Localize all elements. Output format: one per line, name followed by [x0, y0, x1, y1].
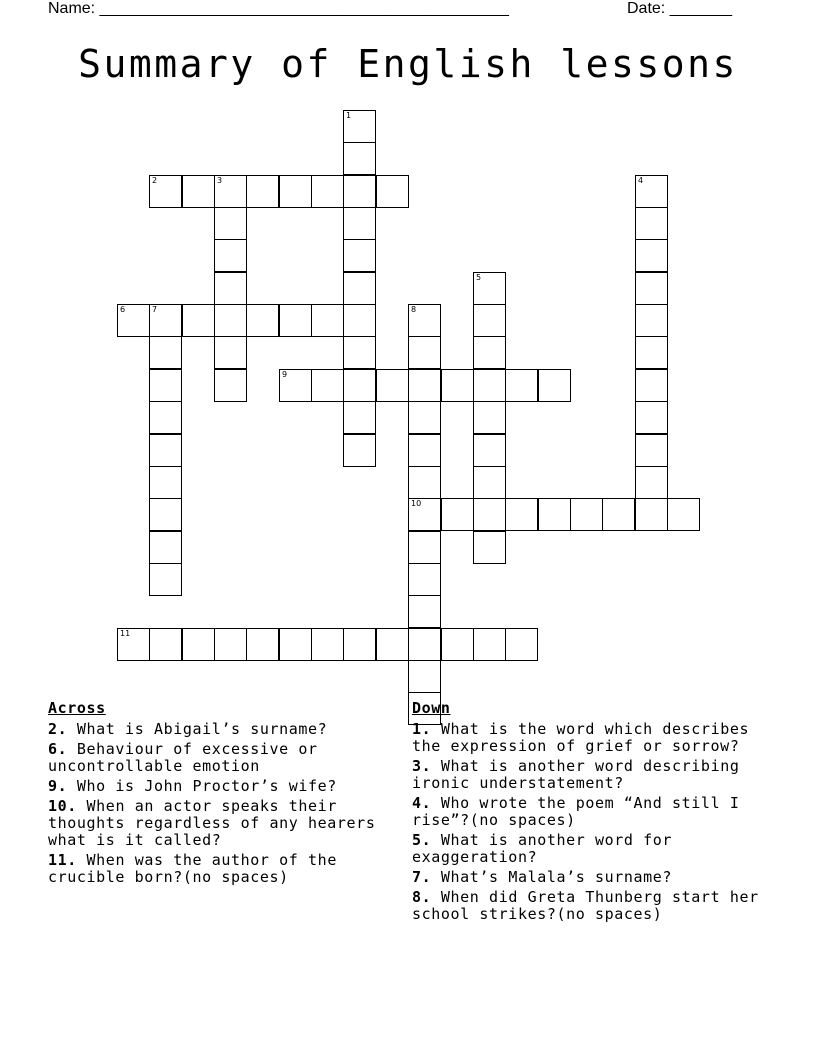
name-field[interactable]: Name: ______________________________________________ [48, 0, 509, 17]
clue-number: 10. [48, 797, 77, 815]
crossword-cell[interactable] [149, 336, 182, 369]
crossword-cell[interactable] [408, 434, 441, 467]
crossword-cell[interactable] [473, 304, 506, 337]
crossword-cell[interactable] [311, 369, 344, 402]
clue-text: Who wrote the poem “And still I rise”?(no spaces) [412, 794, 740, 829]
clue-item [48, 721, 408, 738]
clue-number: 6. [48, 740, 68, 758]
crossword-cell[interactable] [408, 498, 441, 531]
clue-text: What’s Malala’s surname? [440, 868, 673, 886]
crossword-cell[interactable] [376, 175, 409, 208]
crossword-cell[interactable] [149, 466, 182, 499]
crossword-cell[interactable] [343, 272, 376, 305]
across-heading: Across [48, 699, 106, 717]
clue-text: What is the word which describes the expression of grief or sorrow? [412, 720, 750, 755]
crossword-cell[interactable] [635, 336, 668, 369]
clue-item [412, 721, 772, 755]
crossword-cell[interactable] [408, 401, 441, 434]
crossword-cell[interactable] [505, 628, 538, 661]
crossword-cell[interactable] [246, 628, 279, 661]
crossword-cell[interactable] [343, 434, 376, 467]
clue-item [48, 741, 408, 775]
clue-item [48, 852, 408, 886]
crossword-cell[interactable] [343, 401, 376, 434]
crossword-cell[interactable] [667, 498, 700, 531]
crossword-cell[interactable] [149, 434, 182, 467]
crossword-cell[interactable] [473, 434, 506, 467]
crossword-cell[interactable] [182, 304, 215, 337]
crossword-cell[interactable] [214, 239, 247, 272]
down-heading: Down [412, 699, 451, 717]
crossword-cell[interactable] [473, 401, 506, 434]
crossword-cell[interactable] [214, 628, 247, 661]
crossword-cell[interactable] [214, 207, 247, 240]
crossword-cell[interactable] [343, 142, 376, 175]
crossword-cell[interactable] [408, 628, 441, 661]
date-field[interactable]: Date: _______ [627, 0, 732, 17]
clue-item [412, 795, 772, 829]
crossword-cell[interactable] [182, 628, 215, 661]
crossword-cell[interactable] [182, 175, 215, 208]
crossword-cell[interactable] [279, 628, 312, 661]
clue-number: 6 [120, 305, 126, 314]
clue-item [412, 889, 772, 923]
clue-number: 7. [412, 868, 432, 886]
crossword-cell[interactable] [473, 531, 506, 564]
crossword-cell[interactable] [635, 272, 668, 305]
crossword-cell[interactable] [343, 628, 376, 661]
crossword-cell[interactable] [149, 175, 182, 208]
crossword-cell[interactable] [408, 563, 441, 596]
crossword-cell[interactable] [635, 239, 668, 272]
clue-text: Behaviour of excessive or uncontrollable emotion [48, 740, 318, 775]
crossword-cell[interactable] [214, 175, 247, 208]
crossword-cell[interactable] [473, 272, 506, 305]
clue-number: 2. [48, 720, 68, 738]
crossword-cell[interactable] [505, 369, 538, 402]
crossword-cell[interactable] [343, 239, 376, 272]
clue-number: 7 [152, 305, 158, 314]
down-clues [412, 700, 772, 926]
crossword-cell[interactable] [635, 401, 668, 434]
crossword-cell[interactable] [343, 110, 376, 143]
crossword-cell[interactable] [214, 336, 247, 369]
clue-number: 9 [282, 370, 288, 379]
crossword-cell[interactable] [441, 498, 474, 531]
crossword-cell[interactable] [473, 369, 506, 402]
clue-number: 1 [346, 111, 352, 120]
crossword-cell[interactable] [570, 498, 603, 531]
crossword-cell[interactable] [538, 369, 571, 402]
clue-number: 10 [411, 499, 422, 508]
clue-item [412, 758, 772, 792]
clue-number: 5. [412, 831, 432, 849]
crossword-cell[interactable] [408, 660, 441, 693]
crossword-cell[interactable] [473, 628, 506, 661]
crossword-cell[interactable] [408, 595, 441, 628]
crossword-cell[interactable] [408, 466, 441, 499]
crossword-cell[interactable] [635, 207, 668, 240]
crossword-cell[interactable] [635, 498, 668, 531]
clue-number: 1. [412, 720, 432, 738]
crossword-cell[interactable] [311, 628, 344, 661]
clue-number: 2 [152, 176, 158, 185]
crossword-cell[interactable] [149, 401, 182, 434]
clue-number: 11. [48, 851, 77, 869]
clue-number: 4 [638, 176, 644, 185]
clue-number: 8 [411, 305, 417, 314]
clue-number: 5 [476, 273, 482, 282]
crossword-cell[interactable] [149, 304, 182, 337]
crossword-cell[interactable] [117, 628, 150, 661]
crossword-cell[interactable] [635, 434, 668, 467]
crossword-cell[interactable] [441, 628, 474, 661]
crossword-cell[interactable] [214, 369, 247, 402]
crossword-cell[interactable] [343, 207, 376, 240]
crossword-cell[interactable] [408, 369, 441, 402]
clue-item [412, 869, 772, 886]
clue-item [412, 832, 772, 866]
clue-number: 4. [412, 794, 432, 812]
crossword-cell[interactable] [311, 304, 344, 337]
crossword-cell[interactable] [343, 304, 376, 337]
clue-text: What is another word for exaggeration? [412, 831, 673, 866]
crossword-cell[interactable] [408, 304, 441, 337]
crossword-cell[interactable] [408, 336, 441, 369]
crossword-cell[interactable] [279, 369, 312, 402]
clue-text: What is Abigail’s surname? [76, 720, 328, 738]
crossword-cell[interactable] [149, 369, 182, 402]
crossword-cell[interactable] [441, 369, 474, 402]
clue-number: 3. [412, 757, 432, 775]
crossword-cell[interactable] [214, 272, 247, 305]
crossword-cell[interactable] [343, 175, 376, 208]
clue-number: 9. [48, 777, 68, 795]
clue-text: What is another word describing ironic understatement? [412, 757, 740, 792]
crossword-cell[interactable] [408, 531, 441, 564]
crossword-cell[interactable] [149, 563, 182, 596]
crossword-cell[interactable] [473, 466, 506, 499]
crossword-cell[interactable] [117, 304, 150, 337]
clue-number: 8. [412, 888, 432, 906]
clue-text: Who is John Proctor’s wife? [76, 777, 337, 795]
crossword-cell[interactable] [149, 498, 182, 531]
page-title: Summary of English lessons [78, 42, 738, 86]
crossword-cell[interactable] [376, 369, 409, 402]
clue-text: When did Greta Thunberg start her school strikes?(no spaces) [412, 888, 759, 923]
across-clues [48, 700, 408, 889]
clue-item [48, 798, 408, 849]
crossword-cell[interactable] [279, 304, 312, 337]
crossword-cell[interactable] [635, 466, 668, 499]
crossword-cell[interactable] [505, 498, 538, 531]
crossword-cell[interactable] [214, 304, 247, 337]
clue-number: 11 [120, 629, 131, 638]
crossword-cell[interactable] [246, 304, 279, 337]
crossword-cell[interactable] [311, 175, 344, 208]
clue-number: 3 [217, 176, 223, 185]
crossword-cell[interactable] [602, 498, 635, 531]
clue-text: When an actor speaks their thoughts regardless of any hearers what is it called? [48, 797, 376, 849]
crossword-cell[interactable] [246, 175, 279, 208]
crossword-cell[interactable] [343, 369, 376, 402]
crossword-cell[interactable] [149, 531, 182, 564]
crossword-cell[interactable] [635, 175, 668, 208]
crossword-cell[interactable] [635, 369, 668, 402]
crossword-cell[interactable] [149, 628, 182, 661]
clue-text: When was the author of the crucible born?(no spaces) [48, 851, 337, 886]
crossword-cell[interactable] [635, 304, 668, 337]
crossword-cell[interactable] [473, 336, 506, 369]
crossword-cell[interactable] [376, 628, 409, 661]
crossword-cell[interactable] [473, 498, 506, 531]
crossword-cell[interactable] [343, 336, 376, 369]
clue-item [48, 778, 408, 795]
crossword-cell[interactable] [538, 498, 571, 531]
crossword-cell[interactable] [279, 175, 312, 208]
